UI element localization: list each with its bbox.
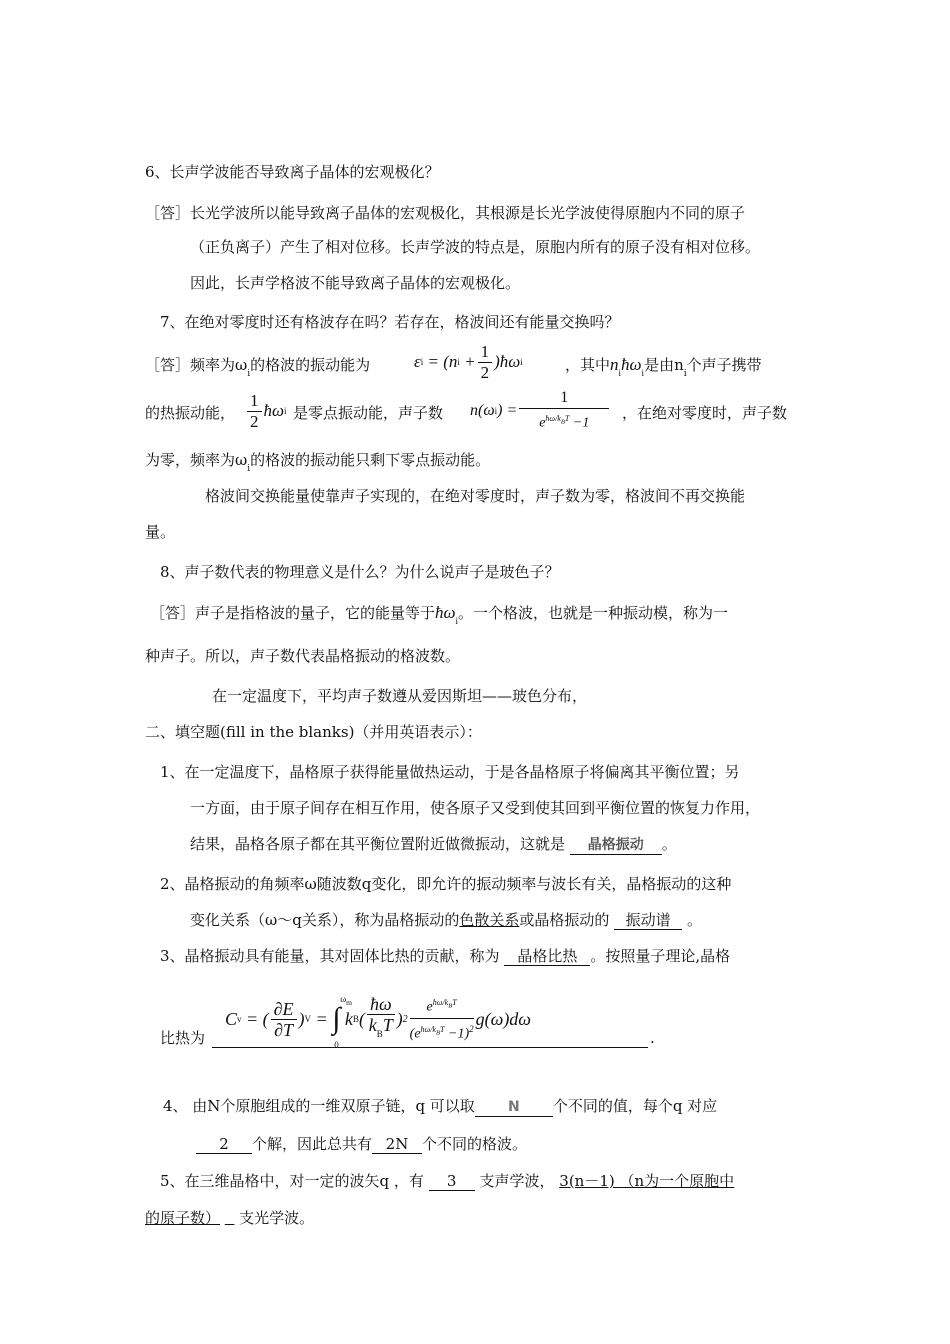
- q7-a1-prefix: ［答］频率为ω: [145, 356, 248, 374]
- fill1-line3: [190, 834, 677, 855]
- vibration-energy-formula: ε i = (n i + $\frac{1}{2}$ )ħω i: [414, 341, 523, 382]
- fill5-answer-acoustic: 3: [429, 1172, 475, 1191]
- fill4-mid: 个解，因此总共有: [252, 1135, 373, 1153]
- fill1-prefix: 结果，晶格各原子都在其平衡位置附近做微振动，这就是: [190, 835, 566, 853]
- q6-answer-line3: 因此，长声学格波不能导致离子晶体的宏观极化。: [190, 274, 521, 292]
- fill4-prefix: 4、 由N个原胞组成的一维双原子链，q 可以取: [163, 1097, 475, 1115]
- q6-answer-line1: ［答］长光学波所以能导致离子晶体的宏观极化，其根源是长光学波使得原胞内不同的原子: [145, 204, 746, 222]
- fill2-prefix: 变化关系（ω～q关系），称为晶格振动的: [190, 911, 460, 929]
- q7-answer-line2c: ，在绝对零度时，声子数: [622, 404, 788, 422]
- fill5-answer-optical: 3(n－1) （n为一个原胞中: [559, 1172, 735, 1190]
- fill4-end2: 个不同的格波。: [422, 1135, 528, 1153]
- fill1-end: 。: [661, 835, 677, 853]
- phonon-number-formula: n(ω i ) = $\frac{1}{e^{ħ\omega/k_BT} -1}$: [470, 388, 611, 434]
- q7-question: 7、在绝对零度时还有格波存在吗？若存在，格波间还有能量交换吗？: [160, 313, 620, 331]
- lattice-heat-capacity-formula: C v = ( $\frac{\partial E}{\partial T}$ ) V = ∫ $\omega_m$ 0 k B ( $\frac{ħ\omega}{k_BT}$ ) 2 $\frac{e^{ħ\omega/k_BT}}{(e^{ħ\omega/k_BT} -1)^2}$ g(ω)dω: [225, 994, 532, 1050]
- fill2-end: 。: [686, 911, 702, 929]
- q7-a3-end: 的格波的振动能只剩下零点振动能。: [250, 451, 491, 469]
- fill4-line2: [196, 1134, 527, 1154]
- q7-answer-line1: ［答］频率为$\omega_i$的格波的振动能为: [145, 356, 371, 379]
- fill4-answer-N: N: [475, 1098, 553, 1117]
- fill3-prefix: 3、晶格振动具有能量，其对固体比热的贡献，称为: [160, 947, 500, 965]
- section-fill-blanks-title: 二、填空题(fill in the blanks)（并用英语表示）：: [145, 723, 482, 741]
- fill5-end: 支光学波。: [239, 1209, 315, 1227]
- fill5-line2: [145, 1208, 314, 1228]
- q8-a1-prefix: ［答］声子是指格波的量子，它的能量等于: [150, 604, 436, 622]
- fill1-line1: 1、在一定温度下，晶格原子获得能量做热运动，于是各晶格原子将偏离其平衡位置；另: [160, 763, 740, 781]
- q7-a3: 为零，频率为ω: [145, 451, 248, 469]
- q8-answer-line3: 在一定温度下，平均声子数遵从爱因斯坦——玻色分布，: [212, 687, 588, 705]
- q7-answer-line1b: ，其中$n_iħ\omega_i$是由$n_i$个声子携带: [565, 355, 762, 379]
- q6-question: 6、长声学波能否导致离子晶体的宏观极化？: [145, 163, 440, 181]
- fill2-line1: 2、晶格振动的角频率ω随波数q变化，即允许的振动频率与波长有关，晶格振动的这种: [160, 875, 732, 893]
- q7-answer-line3: 为零，频率为$\omega_i$的格波的振动能只剩下零点振动能。: [145, 451, 491, 474]
- fill4-answer-2: 2: [196, 1135, 252, 1154]
- fill4-line1: [163, 1096, 717, 1117]
- q7-a1-after: ，其中: [565, 356, 611, 374]
- fill5-mid: 支声学波，: [479, 1172, 555, 1190]
- fill4-end: 个不同的值，每个q 对应: [552, 1097, 718, 1115]
- q7-answer-line2a: 的热振动能，: [145, 404, 236, 422]
- fill3-end: 。按照量子理论,晶格: [590, 947, 731, 965]
- fill2-answer-dispersion: 色散关系: [459, 911, 520, 929]
- zero-point-energy-formula: $\frac{1}{2}$ ħω i: [245, 388, 287, 434]
- q7-a1-tail: 个声子携带: [686, 356, 762, 374]
- q7-a1-end: 是由n: [644, 356, 684, 374]
- q8-a1-end: 。一个格波，也就是一种振动模，称为一: [458, 604, 729, 622]
- fill3-line2-end: .: [650, 1029, 655, 1047]
- q8-answer-line2: 种声子。所以，声子数代表晶格振动的格波数。: [145, 647, 461, 665]
- fill5-prefix: 5、在三维晶格中，对一定的波矢q ，有: [160, 1172, 424, 1190]
- fill4-answer-2N: 2N: [372, 1135, 422, 1154]
- fill1-answer: 晶格振动: [570, 836, 662, 855]
- q6-answer-line2: （正负离子）产生了相对位移。长声学波的特点是，原胞内所有的原子没有相对位移。: [190, 238, 761, 256]
- fill2-answer-spectrum: 振动谱: [614, 911, 682, 930]
- q7-a1-mid: 的格波的振动能为: [250, 356, 371, 374]
- fill5-line1: [160, 1171, 734, 1191]
- q8-answer-line1: ［答］声子是指格波的量子，它的能量等于$ħ\omega_i$。一个格波，也就是一种振动模，称为一: [150, 603, 729, 626]
- fill2-mid: 或晶格振动的: [519, 911, 610, 929]
- fill5-answer-optical-cont: 的原子数）: [145, 1209, 221, 1227]
- q7-answer-line4: 格波间交换能量使靠声子实现的，在绝对零度时，声子数为零，格波间不再交换能: [205, 487, 746, 505]
- fill3-answer: 晶格比热: [504, 947, 590, 966]
- q7-answer-line2b: 是零点振动能，声子数: [293, 404, 444, 422]
- fill3-line1: [160, 946, 730, 966]
- q8-question: 8、声子数代表的物理意义是什么？为什么说声子是玻色子？: [160, 563, 560, 581]
- fill2-line2: [190, 910, 702, 930]
- fill3-line2-prefix: 比热为: [160, 1029, 206, 1047]
- fill1-line2: 一方面，由于原子间存在相互作用，使各原子又受到使其回到平衡位置的恢复力作用，: [190, 799, 761, 817]
- q7-answer-line5: 量。: [145, 523, 176, 541]
